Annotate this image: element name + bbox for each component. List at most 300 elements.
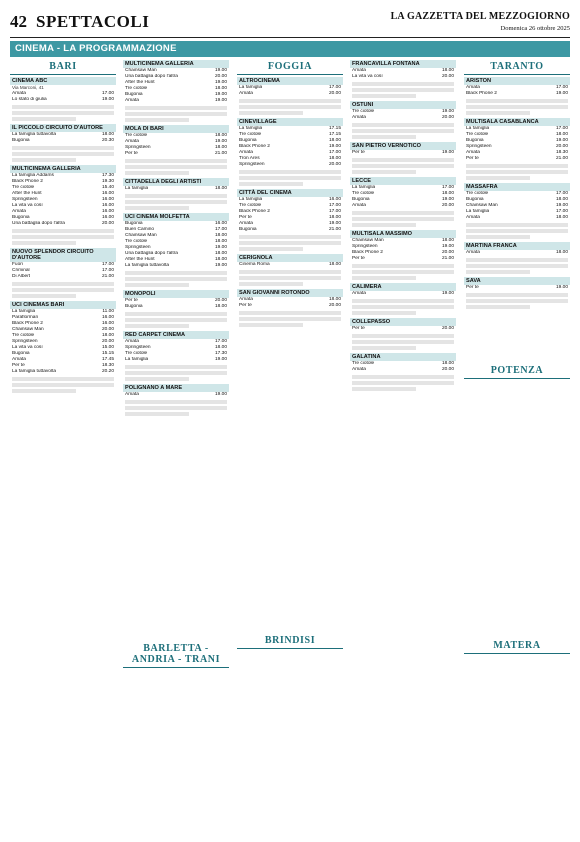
fine-print-placeholder — [350, 123, 456, 139]
film-showtime: 19.00 — [214, 392, 227, 397]
film-row — [350, 326, 456, 332]
cinema-name: MASSAFRA — [464, 183, 570, 191]
film-showtime: 17.00 — [101, 267, 114, 273]
film-title: La famiglia — [12, 308, 36, 314]
film-title: Bugonia — [466, 197, 484, 202]
film-title: Amata — [466, 250, 480, 255]
film-title: La famiglia tuttavolta — [12, 131, 56, 137]
cinema-address: Via Marconi, 41 — [12, 85, 44, 90]
film-showtime: 18.00 — [214, 257, 227, 262]
film-title: Bugonia — [239, 227, 257, 232]
film-showtime: 17.00 — [555, 191, 568, 196]
fine-print-placeholder — [10, 229, 116, 245]
film-title: La famiglia — [125, 357, 149, 362]
film-title: Black Phone 2 — [12, 178, 43, 184]
film-showtime: 19.00 — [555, 285, 568, 290]
cinema-name: CITTÀ DEL CINEMA — [237, 189, 343, 197]
film-showtime: 20.00 — [328, 91, 341, 96]
cinema-name: NUOVO SPLENDOR CIRCUITO D'AUTORE — [10, 248, 116, 262]
film-title: Chainsaw Man — [125, 68, 157, 73]
film-title: Amata — [12, 208, 26, 214]
film-showtime: 15.40 — [101, 184, 114, 190]
cinema-name: FRANCAVILLA FONTANA — [350, 60, 456, 68]
cinema-block — [464, 277, 570, 309]
film-row — [237, 162, 343, 168]
film-title: Tre ciotole — [352, 191, 375, 196]
film-title: La famiglia — [352, 185, 376, 190]
fine-print-placeholder — [464, 293, 570, 309]
film-showtime: 20.30 — [101, 137, 114, 143]
cinema-name: POLIGNANO A MARE — [123, 384, 229, 392]
film-title: Per te — [239, 215, 252, 220]
film-title: Tre ciotole — [466, 132, 489, 137]
film-showtime: 16.00 — [101, 202, 114, 208]
film-showtime: 17.00 — [214, 227, 227, 232]
cinema-block — [350, 230, 456, 280]
film-showtime: 20.00 — [441, 367, 454, 372]
film-showtime: 20.20 — [101, 368, 114, 374]
film-showtime: 18.00 — [555, 215, 568, 220]
cinema-block — [237, 118, 343, 186]
column-foggia — [237, 60, 343, 836]
film-showtime: 17.45 — [101, 356, 114, 362]
cinema-name: MONOPOLI — [123, 290, 229, 298]
cinema-name: OSTUNI — [350, 101, 456, 109]
film-title: Tre ciotole — [125, 86, 148, 91]
film-title: Per te — [125, 151, 138, 156]
film-showtime: 20.00 — [441, 74, 454, 79]
film-showtime: 19.00 — [441, 197, 454, 202]
film-title: Buen Camino — [125, 227, 155, 232]
cinema-name: CITTADELLA DEGLI ARTISTI — [123, 178, 229, 186]
fine-print-placeholder — [123, 106, 229, 122]
film-title: Bugonia — [12, 350, 30, 356]
film-showtime: 11.00 — [102, 308, 114, 314]
film-showtime: 19.00 — [441, 150, 454, 155]
film-title: Lo stato di giulia — [12, 96, 47, 102]
film-title: La vita va così — [12, 202, 43, 208]
fine-print-placeholder — [10, 105, 116, 121]
film-title: Per te — [466, 156, 479, 161]
film-showtime: 19.00 — [441, 291, 454, 296]
film-row — [237, 91, 343, 97]
fine-print-placeholder — [10, 377, 116, 393]
film-title: La famiglia — [239, 85, 263, 90]
city-matera: MATERA — [464, 640, 570, 654]
film-showtime: 18.00 — [214, 133, 227, 138]
film-showtime: 18.30 — [101, 362, 114, 368]
fine-print-placeholder — [237, 235, 343, 251]
film-showtime: 20.00 — [328, 162, 341, 167]
film-showtime: 16.00 — [101, 214, 114, 220]
film-title: Amata — [352, 68, 366, 73]
film-row — [350, 291, 456, 297]
film-title: Paraflorman — [12, 314, 39, 320]
cinema-name: MULTISALA MASSIMO — [350, 230, 456, 238]
film-title: Amata — [352, 367, 366, 372]
film-title: Bugonia — [239, 138, 257, 143]
cinema-name: SAVA — [464, 277, 570, 285]
cinema-name: GALATINA — [350, 353, 456, 361]
film-title: La vita va così — [352, 74, 383, 79]
film-title: Amata — [12, 90, 26, 96]
fine-print-placeholder — [237, 311, 343, 327]
newspaper-name: LA GAZZETTA DEL MEZZOGIORNO — [390, 11, 570, 22]
film-title: Chainsaw Man — [352, 238, 384, 243]
film-showtime: 15.15 — [101, 350, 114, 356]
film-title: Amata — [12, 356, 26, 362]
cinema-name: CALIMERA — [350, 283, 456, 291]
film-showtime: 18.00 — [328, 156, 341, 161]
film-showtime: 19.00 — [328, 221, 341, 226]
film-title: Black Phone 2 — [239, 144, 270, 149]
film-showtime: 20.00 — [101, 220, 114, 226]
film-title: Springsteen — [125, 145, 151, 150]
film-showtime: 18.00 — [214, 251, 227, 256]
film-showtime: 19.00 — [214, 245, 227, 250]
film-row — [123, 357, 229, 363]
city-heading: TARANTO — [464, 60, 570, 75]
film-row — [123, 392, 229, 398]
cinema-block — [350, 101, 456, 139]
fine-print-placeholder — [464, 164, 570, 180]
film-row — [350, 203, 456, 209]
cinema-name: LECCE — [350, 177, 456, 185]
cinema-block — [123, 60, 229, 122]
film-title: Amata — [466, 215, 480, 220]
cinema-block — [10, 301, 116, 393]
film-title: Tre ciotole — [352, 109, 375, 114]
film-showtime: 16.00 — [214, 221, 227, 226]
film-showtime: 17.30 — [214, 351, 227, 356]
cinema-block — [123, 290, 229, 328]
film-title: Springsteen — [12, 338, 38, 344]
film-title: Amata — [352, 115, 366, 120]
page-number: 42 — [10, 12, 27, 31]
film-showtime: 19.30 — [101, 178, 114, 184]
film-row — [123, 186, 229, 192]
film-title: Per te — [352, 326, 365, 331]
film-showtime: 17.00 — [101, 261, 114, 267]
fine-print-placeholder — [237, 270, 343, 286]
film-showtime: 17.00 — [441, 185, 454, 190]
film-showtime: 21.00 — [101, 273, 114, 279]
city-potenza: POTENZA — [464, 365, 570, 379]
cinema-block — [123, 125, 229, 175]
cinema-block — [464, 77, 570, 115]
film-title: Bugonia — [12, 137, 30, 143]
film-title: Per te — [125, 298, 138, 303]
film-showtime: 20.00 — [441, 250, 454, 255]
fine-print-placeholder — [123, 365, 229, 381]
film-title: Amata — [125, 98, 139, 103]
film-title: La famiglia — [239, 197, 263, 202]
film-row — [464, 91, 570, 97]
film-showtime: 15.00 — [101, 344, 114, 350]
cinema-block — [350, 177, 456, 227]
cinema-name: MULTICINEMA GALLERIA — [123, 60, 229, 68]
film-title: Springsteen — [352, 244, 378, 249]
film-title: La vita va così — [12, 344, 43, 350]
column-lecce — [350, 60, 456, 836]
film-showtime: 18.00 — [214, 304, 227, 309]
cinema-block — [464, 183, 570, 239]
film-row — [237, 227, 343, 233]
cinema-name: RED CARPET CINEMA — [123, 331, 229, 339]
cinema-block — [464, 118, 570, 180]
film-showtime: 18.00 — [214, 186, 227, 191]
film-title: After the Hunt — [125, 257, 155, 262]
cinema-block — [10, 248, 116, 298]
listings-columns — [10, 60, 570, 836]
cinema-block — [10, 124, 116, 162]
film-showtime: 18.00 — [441, 238, 454, 243]
film-title: Per te — [352, 150, 365, 155]
film-row — [10, 369, 116, 375]
film-showtime: 19.00 — [555, 203, 568, 208]
film-title: Tre ciotole — [12, 332, 35, 338]
film-title: Bugonia — [125, 221, 143, 226]
film-title: La famiglia tuttavolta — [12, 368, 56, 374]
film-row — [464, 215, 570, 221]
fine-print-placeholder — [10, 146, 116, 162]
film-showtime: 18.00 — [441, 361, 454, 366]
film-showtime: 17.00 — [214, 339, 227, 344]
film-title: Amata — [466, 85, 480, 90]
film-showtime: 20.00 — [214, 298, 227, 303]
film-showtime: 19.00 — [555, 138, 568, 143]
film-showtime: 18.00 — [214, 145, 227, 150]
film-row — [237, 262, 343, 268]
film-showtime: 17.00 — [328, 203, 341, 208]
column-taranto — [464, 60, 570, 836]
cinema-name: MULTICINEMA GALLERIA — [10, 165, 116, 173]
film-showtime: 21.00 — [555, 156, 568, 161]
film-showtime: 18.00 — [328, 297, 341, 302]
film-title: Springsteen — [466, 144, 492, 149]
cinema-name: SAN GIOVANNI ROTONDO — [237, 289, 343, 297]
film-row — [464, 285, 570, 291]
film-showtime: 18.00 — [555, 132, 568, 137]
film-showtime: 21.00 — [441, 256, 454, 261]
cinema-block — [350, 283, 456, 315]
film-row — [350, 256, 456, 262]
film-title: Springsteen — [12, 196, 38, 202]
film-showtime: 18.00 — [555, 197, 568, 202]
film-title: Amata — [239, 297, 253, 302]
fine-print-placeholder — [123, 400, 229, 416]
fine-print-placeholder — [350, 334, 456, 350]
film-title: Amata — [125, 339, 139, 344]
film-title: Tron Ares — [239, 156, 260, 161]
film-title: After the Hunt — [12, 190, 42, 196]
film-title: Amata — [352, 291, 366, 296]
cinema-name: IL PICCOLO CIRCUITO D'AUTORE — [10, 124, 116, 132]
film-showtime: 18.00 — [328, 262, 341, 267]
film-showtime: 16.00 — [101, 196, 114, 202]
film-showtime: 17.00 — [328, 209, 341, 214]
film-title: Criminal — [12, 267, 30, 273]
film-showtime: 20.00 — [441, 115, 454, 120]
cinema-block — [350, 60, 456, 98]
film-row — [237, 303, 343, 309]
film-showtime: 20.00 — [101, 338, 114, 344]
film-row — [350, 150, 456, 156]
film-title: Amata — [239, 150, 253, 155]
programming-banner — [10, 41, 570, 57]
film-row — [123, 151, 229, 157]
cinema-block — [123, 213, 229, 287]
cinema-name: CERIGNOLA — [237, 254, 343, 262]
cinema-block — [123, 178, 229, 210]
cinema-name: MARTINA FRANCA — [464, 242, 570, 250]
cinema-block — [464, 242, 570, 274]
film-row — [123, 263, 229, 269]
film-row — [464, 156, 570, 162]
film-title: Bugonia — [466, 138, 484, 143]
film-row — [10, 274, 116, 280]
film-showtime: 16.00 — [328, 197, 341, 202]
film-showtime: 18.00 — [214, 345, 227, 350]
film-showtime: 18.00 — [214, 86, 227, 91]
cinema-name: UCI CINEMA MOLFETTA — [123, 213, 229, 221]
cinema-name: MOLA DI BARI — [123, 125, 229, 133]
film-showtime: 18.00 — [101, 131, 114, 137]
film-title: Chainsaw Man — [466, 203, 498, 208]
film-title: Springsteen — [239, 162, 265, 167]
film-title: Tre ciotole — [352, 361, 375, 366]
film-showtime: 18.30 — [555, 150, 568, 155]
film-row — [464, 250, 570, 256]
film-showtime: 20.00 — [214, 74, 227, 79]
film-row — [10, 221, 116, 227]
film-title: Tre ciotole — [125, 133, 148, 138]
film-showtime: 19.00 — [328, 144, 341, 149]
film-showtime: 16.00 — [101, 208, 114, 214]
film-showtime: 18.00 — [441, 191, 454, 196]
film-title: Springsteen — [125, 245, 151, 250]
fine-print-placeholder — [350, 158, 456, 174]
film-showtime: 18.00 — [555, 250, 568, 255]
cinema-block — [350, 353, 456, 391]
film-showtime: 17.00 — [555, 126, 568, 131]
film-title: La famiglia — [125, 186, 149, 191]
film-row — [350, 74, 456, 80]
film-row — [10, 138, 116, 144]
film-title: La famiglia tuttavolta — [125, 263, 169, 268]
film-title: Fuori — [12, 261, 23, 267]
film-showtime: 16.00 — [101, 314, 114, 320]
film-showtime: 19.00 — [101, 96, 114, 102]
fine-print-placeholder — [123, 194, 229, 210]
film-showtime: 19.00 — [214, 139, 227, 144]
city-barletta-andria-trani: BARLETTA - ANDRIA - TRANI — [123, 643, 229, 668]
film-showtime: 16.00 — [101, 320, 114, 326]
fine-print-placeholder — [237, 99, 343, 115]
film-showtime: 17.15 — [328, 126, 341, 131]
film-showtime: 20.00 — [555, 144, 568, 149]
cinema-name: CINEMA ABC — [10, 77, 116, 85]
film-showtime: 18.00 — [214, 239, 227, 244]
film-title: Per te — [12, 362, 25, 368]
city-heading: FOGGIA — [237, 60, 343, 75]
fine-print-placeholder — [123, 312, 229, 328]
film-showtime: 17.00 — [555, 209, 568, 214]
cinema-block — [350, 318, 456, 350]
film-showtime: 19.00 — [214, 80, 227, 85]
film-title: Tre ciotole — [466, 191, 489, 196]
film-showtime: 18.00 — [101, 332, 114, 338]
film-showtime: 21.00 — [328, 227, 341, 232]
column-bari — [10, 60, 116, 836]
film-showtime: 20.00 — [328, 303, 341, 308]
cinema-block — [10, 165, 116, 245]
fine-print-placeholder — [350, 264, 456, 280]
fine-print-placeholder — [350, 211, 456, 227]
film-showtime: 19.00 — [214, 263, 227, 268]
film-showtime: 19.00 — [214, 357, 227, 362]
fine-print-placeholder — [123, 159, 229, 175]
city-brindisi: BRINDISI — [237, 635, 343, 649]
cinema-block — [237, 254, 343, 286]
fine-print-placeholder — [464, 258, 570, 274]
film-title: Per te — [352, 256, 365, 261]
page-header — [10, 8, 570, 38]
cinema-name: SAN PIETRO VERNOTICO — [350, 142, 456, 150]
film-showtime: 17.00 — [328, 150, 341, 155]
film-title: Chainsaw Man — [12, 326, 44, 332]
film-title: Tre ciotole — [12, 184, 35, 190]
film-title: Black Phone 2 — [352, 250, 383, 255]
film-showtime: 19.00 — [441, 109, 454, 114]
film-showtime: 17.00 — [328, 85, 341, 90]
film-showtime: 19.00 — [441, 244, 454, 249]
banner-title: CINEMA - LA PROGRAMMAZIONE — [15, 43, 177, 54]
cinema-name: CINEVILLAGE — [237, 118, 343, 126]
film-row — [350, 115, 456, 121]
film-row — [10, 97, 116, 103]
cinema-block — [123, 331, 229, 381]
film-showtime: 19.00 — [214, 92, 227, 97]
cinema-block — [237, 77, 343, 115]
column-bari-continued — [123, 60, 229, 836]
film-title: Tre ciotole — [239, 203, 262, 208]
fine-print-placeholder — [123, 271, 229, 287]
film-showtime: 18.00 — [214, 233, 227, 238]
fine-print-placeholder — [464, 223, 570, 239]
film-title: After the Hunt — [125, 80, 155, 85]
film-showtime: 19.00 — [555, 91, 568, 96]
film-title: Una battaglia dopo l'altra — [125, 74, 178, 79]
film-title: Bugonia — [352, 197, 370, 202]
film-title: La famiglia Addams — [12, 172, 54, 178]
city-heading: BARI — [10, 60, 116, 75]
fine-print-placeholder — [464, 99, 570, 115]
fine-print-placeholder — [237, 170, 343, 186]
film-title: La famiglia — [466, 126, 490, 131]
film-showtime: 21.00 — [214, 151, 227, 156]
film-title: Una battaglia dopo l'altra — [125, 251, 178, 256]
film-title: Cinema Roma — [239, 262, 270, 267]
film-title: Tre ciotole — [125, 351, 148, 356]
film-showtime: 19.00 — [214, 98, 227, 103]
film-showtime: 20.00 — [441, 203, 454, 208]
film-title: La famiglia — [239, 126, 263, 131]
film-title: Per te — [466, 285, 479, 290]
film-showtime: 17.15 — [328, 132, 341, 137]
film-showtime: 18.00 — [328, 138, 341, 143]
fine-print-placeholder — [350, 299, 456, 315]
